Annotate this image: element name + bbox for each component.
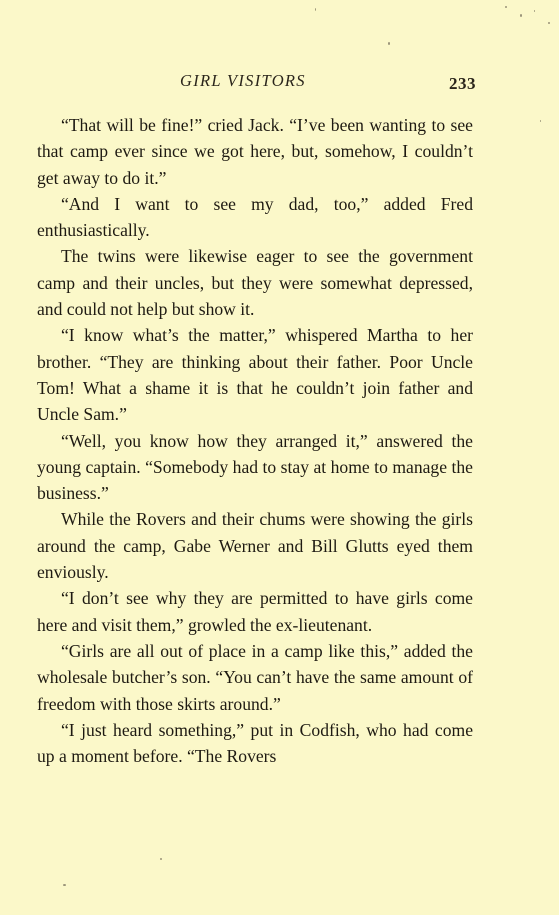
- running-title: GIRL VISITORS: [180, 71, 306, 90]
- paper-speck: [388, 42, 390, 45]
- paper-speck: [505, 6, 507, 8]
- paragraph: “I just heard something,” put in Codfish, who had come up a moment before. “The Rovers: [37, 719, 473, 767]
- paper-speck: [548, 22, 550, 24]
- paper-speck: [520, 14, 522, 17]
- paper-speck: [534, 10, 535, 12]
- paragraph: “I don’t see why they are permitted to have girls come here and visit them,” growled the ex-lieutenant.: [37, 588, 473, 635]
- paragraph: “I know what’s the matter,” whispered Martha to her brother. “They are thinking about their father. Poor Uncle Tom! What a shame it is that he couldn’t join father and Uncle Sam.”: [37, 325, 473, 425]
- paper-speck: [315, 8, 316, 11]
- body-text: [37, 112, 473, 769]
- page-number: 233: [449, 74, 476, 93]
- paper-speck: [63, 884, 66, 886]
- paragraph: While the Rovers and their chums were showing the girls around the camp, Gabe Werner and Bill Glutts eyed them enviously.: [37, 509, 473, 583]
- paper-speck: [160, 858, 162, 860]
- paragraph: “That will be fine!” cried Jack. “I’ve been wanting to see that camp ever since we got here, but, somehow, I couldn’t get away to do it.”: [37, 115, 473, 188]
- paper-speck: [540, 120, 541, 122]
- paragraph: “Well, you know how they arranged it,” answered the young captain. “Somebody had to stay at home to manage the business.”: [37, 430, 473, 504]
- paragraph: “Girls are all out of place in a camp like this,” added the wholesale butcher’s son. “You can’t have the same amount of freedom with those skirts around.”: [37, 640, 473, 714]
- paragraph: “And I want to see my dad, too,” added Fred enthusiastically.: [37, 193, 473, 241]
- paragraph: The twins were likewise eager to see the government camp and their uncles, but they were somewhat depressed, and could not help but show it.: [37, 246, 473, 320]
